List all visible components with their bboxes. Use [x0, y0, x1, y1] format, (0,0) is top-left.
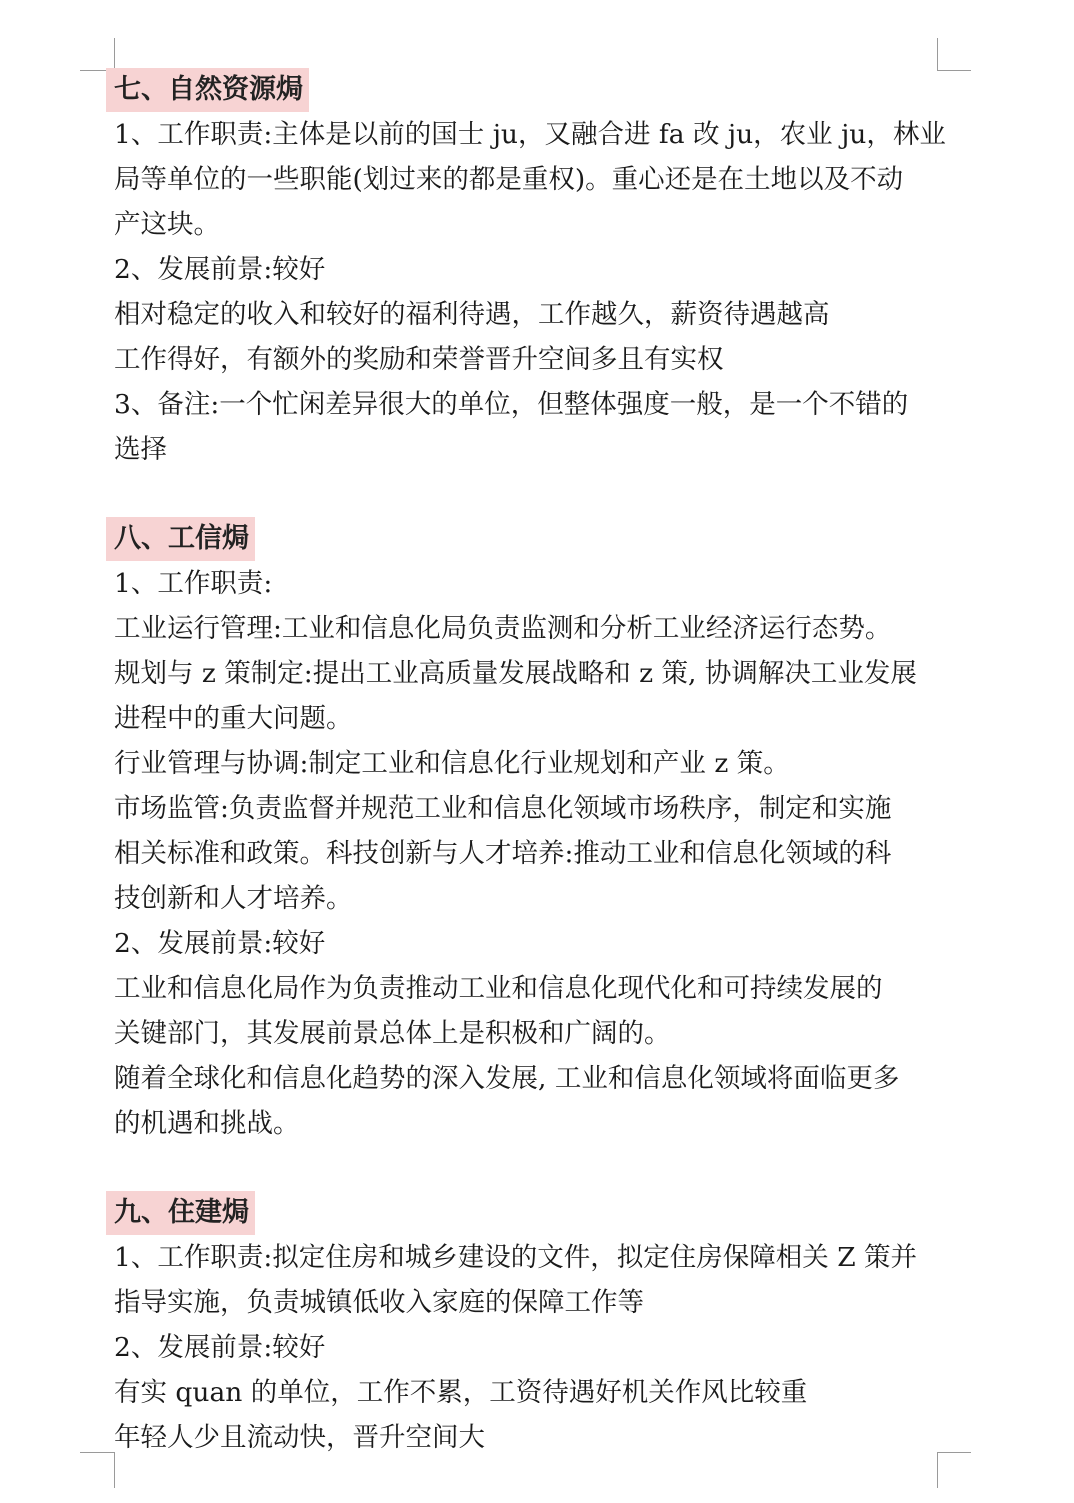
section-title: 八、工信焗 — [106, 517, 255, 561]
text-line: 随着全球化和信息化趋势的深入发展, 工业和信息化领域将面临更多 — [114, 1063, 900, 1094]
text-line: 工业和信息化局作为负责推动工业和信息化现代化和可持续发展的 — [114, 973, 883, 1004]
crop-mark-top-left-vertical — [114, 38, 115, 71]
section-industry-it — [114, 517, 944, 1146]
section-title: 七、自然资源焗 — [106, 68, 309, 112]
text-line: 1、工作职责: — [114, 568, 273, 599]
text-line: 1、工作职责:拟定住房和城乡建设的文件，拟定住房保障相关 Z 策并 — [114, 1242, 918, 1273]
section-housing-construction — [114, 1191, 944, 1460]
blank-line — [114, 472, 944, 517]
crop-mark-bottom-left-horizontal — [80, 1452, 114, 1453]
text-line: 1、工作职责:主体是以前的国士 ju，又融合进 fa 改 ju，农业 ju，林业 — [114, 119, 946, 150]
text-line: 局等单位的一些职能(划过来的都是重权)。重心还是在土地以及不动 — [114, 164, 904, 195]
section-title: 九、住建焗 — [106, 1191, 255, 1235]
text-line: 市场监管:负责监督并规范工业和信息化领域市场秩序，制定和实施 — [114, 793, 892, 824]
text-line: 选择 — [114, 434, 167, 465]
text-line: 2、发展前景:较好 — [114, 928, 326, 959]
text-line: 2、发展前景:较好 — [114, 1332, 326, 1363]
text-line: 2、发展前景:较好 — [114, 254, 326, 285]
text-line: 规划与 z 策制定:提出工业高质量发展战略和 z 策, 协调解决工业发展 — [114, 658, 917, 689]
text-line: 相关标准和政策。科技创新与人才培养:推动工业和信息化领域的科 — [114, 838, 892, 869]
text-line: 相对稳定的收入和较好的福利待遇，工作越久，薪资待遇越高 — [114, 299, 830, 330]
document-body — [114, 68, 944, 1460]
text-line: 产这块。 — [114, 209, 220, 240]
text-line: 指导实施，负责城镇低收入家庭的保障工作等 — [114, 1287, 644, 1318]
blank-line — [114, 1146, 944, 1191]
section-natural-resources — [114, 68, 944, 472]
text-line: 3、备注:一个忙闲差异很大的单位，但整体强度一般，是一个不错的 — [114, 389, 909, 420]
text-line: 有实 quan 的单位，工作不累，工资待遇好机关作风比较重 — [114, 1377, 808, 1408]
text-line: 技创新和人才培养。 — [114, 883, 353, 914]
text-line: 工业运行管理:工业和信息化局负责监测和分析工业经济运行态势。 — [114, 613, 892, 644]
text-line: 工作得好，有额外的奖励和荣誉晋升空间多且有实权 — [114, 344, 724, 375]
text-line: 的机遇和挑战。 — [114, 1108, 300, 1139]
text-line: 关键部门，其发展前景总体上是积极和广阔的。 — [114, 1018, 671, 1049]
text-line: 进程中的重大问题。 — [114, 703, 353, 734]
crop-mark-top-right-vertical — [937, 38, 938, 71]
text-line: 年轻人少且流动快，晋升空间大 — [114, 1422, 485, 1453]
text-line: 行业管理与协调:制定工业和信息化行业规划和产业 z 策。 — [114, 748, 790, 779]
